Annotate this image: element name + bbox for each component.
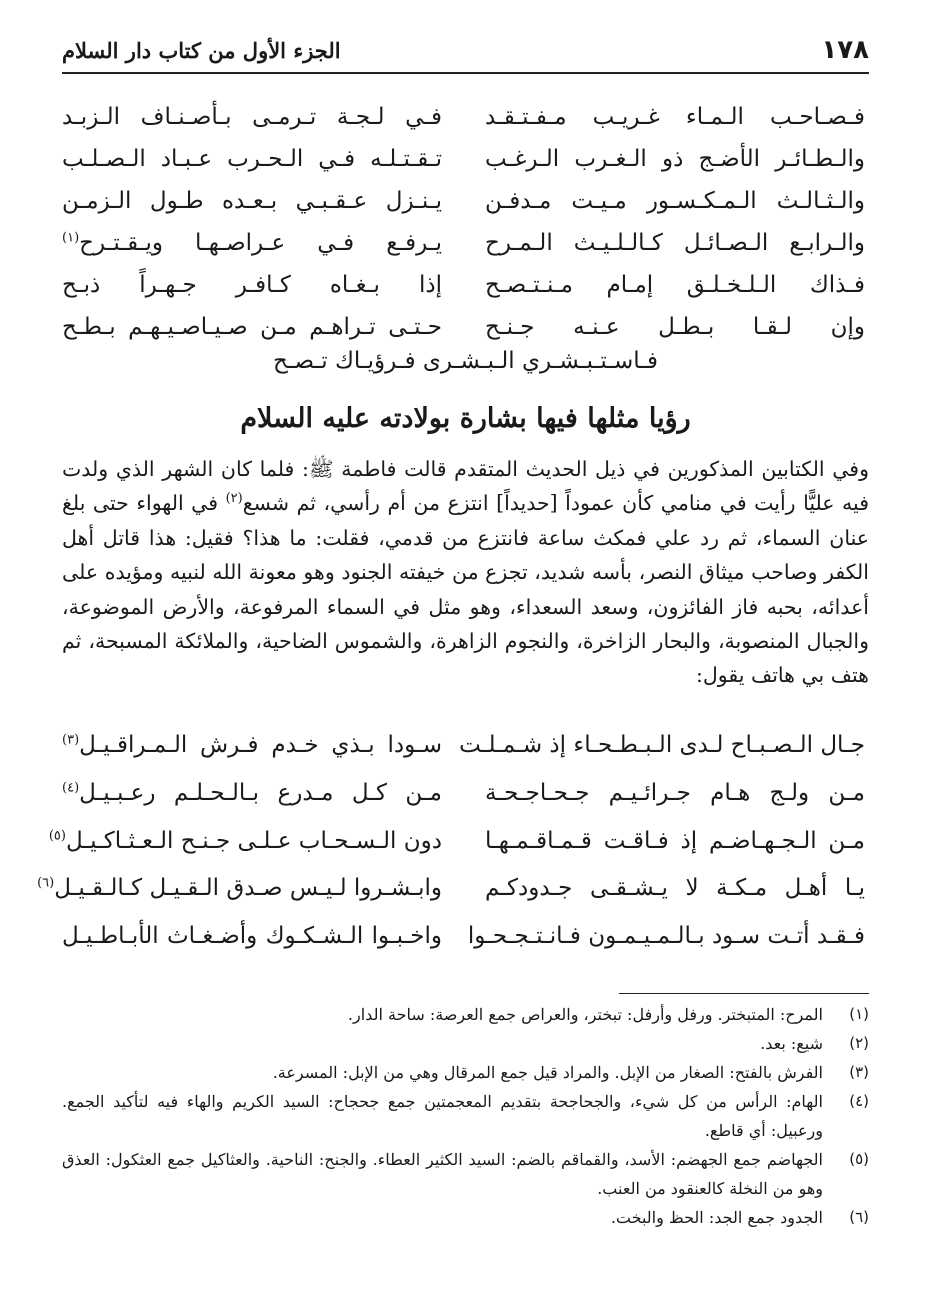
verse-row bbox=[37, 865, 869, 913]
footnote bbox=[62, 1145, 869, 1203]
footnote-text: شيع: بعد. bbox=[760, 1034, 823, 1053]
verse-second-hemistich: واخـبـوا الـشـكـوك وأضـغـاث الأبـاطـيـل bbox=[62, 923, 442, 950]
verse-first-hemistich: مـن ولـج هـام جـرائـيـم جـحـاجـحـة bbox=[485, 779, 865, 806]
footnote-ref: (٥) bbox=[48, 827, 66, 843]
verse-row bbox=[62, 913, 869, 961]
verse-row bbox=[62, 222, 869, 264]
poem-closing-line: فـاسـتـبـشـري الـبـشـرى فـرؤيـاك تـصـح bbox=[272, 348, 659, 374]
verse-first-hemistich: فـقـد أتـت سـود بـالـمـيـمـون فـانـتـجـحـوا bbox=[467, 923, 865, 950]
verse-row bbox=[62, 722, 869, 770]
verse-second-hemistich bbox=[37, 865, 442, 913]
verse-row bbox=[62, 138, 869, 180]
footnote-text: الجدود جمع الجد: الحظ والبخت. bbox=[610, 1208, 823, 1227]
footnote-divider bbox=[619, 993, 869, 994]
footnote-text: الجهاضم جمع الجهضم: الأسد، والقماقم بالضم: السيد الكثير العطاء. والجنح: الناحية. والعثاكيل جمع العثكول: العذق وهو من النخلة كالعنقود من العنب. bbox=[62, 1150, 824, 1198]
footnote-number: (٤) bbox=[849, 1092, 869, 1110]
paragraph-text: وفي الكتابين المذكورين في ذيل الحديث المتقدم قالت فاطمة ﷺ: فلما كان الشهر الذي ولدت فيه عليًّا رأيت في منامي كأن عموداً [حديداً] انتزع من أم رأسي، ثم شسع bbox=[62, 457, 870, 516]
footnote-ref: (٢) bbox=[225, 491, 243, 507]
footnote bbox=[62, 1203, 869, 1232]
body-paragraph bbox=[62, 452, 869, 693]
section-heading: رؤيا مثلها فيها بشارة بولادته عليه السلام bbox=[240, 403, 691, 434]
verse-first-hemistich: جـال الـصـبـاح لـدى الـبـطـحـاء إذ شـمـلـت bbox=[459, 732, 865, 758]
verse-first-hemistich: فـذاك الـلـخـلـق إمـام مـنـتـصـح bbox=[485, 272, 865, 298]
page-number: ١٧٨ bbox=[821, 35, 869, 65]
verse-text: سـودا بـذي خـدم فـرش الـمـراقـيـل bbox=[79, 732, 442, 758]
verse-second-hemistich bbox=[62, 770, 442, 818]
footnote-ref: (١) bbox=[62, 230, 80, 246]
footnote bbox=[62, 1000, 869, 1029]
verse-row bbox=[62, 306, 869, 348]
verse-row bbox=[62, 180, 869, 222]
footnote-text: الفرش بالفتح: الصغار من الإبل. والمراد قيل جمع المرقال وهي من الإبل: المسرعة. bbox=[272, 1063, 823, 1082]
verse-second-hemistich: يـنـزل عـقـبـي بـعـده طـول الـزمـن bbox=[62, 188, 442, 214]
verse-text: دون الـسـحـاب عـلـى جـنـح الـعـثـاكـيـل bbox=[65, 827, 442, 854]
verse-first-hemistich: والـطـائـر الأضـج ذو الـغـرب الـرغـب bbox=[485, 146, 865, 172]
verse-second-hemistich: إذا بـغـاه كـافـر جـهـراً ذبـح bbox=[62, 272, 442, 298]
verse-second-hemistich: فـي لـجـة تـرمـى بـأصـنـاف الـزبـد bbox=[62, 104, 442, 130]
footnote-text: الهام: الرأس من كل شيء، والجحاجحة بتقديم المعجمتين جمع جحجاح: السيد الكريم والهاء فيه لتأكيد الجمع. ورعبيل: أي قاطع. bbox=[62, 1092, 823, 1140]
verse-row bbox=[48, 818, 869, 866]
verse-second-hemistich bbox=[62, 722, 442, 770]
verse-first-hemistich: والـثـالـث الـمـكـسـور مـيـت مـدفـن bbox=[485, 188, 865, 214]
footnote-number: (٦) bbox=[849, 1208, 869, 1226]
page-header bbox=[62, 28, 869, 74]
footnote-ref: (٣) bbox=[62, 732, 80, 748]
poem-first bbox=[62, 96, 869, 348]
verse-first-hemistich: والـرابـع الـصـائـل كـالـلـيـث الـمـرح bbox=[485, 230, 865, 256]
verse-second-hemistich: حـتـى تـراهـم مـن صـيـاصـيـهـم بـطـح bbox=[62, 314, 442, 340]
verse-second-hemistich bbox=[62, 222, 442, 264]
paragraph-text: في الهواء حتى بلغ عنان السماء، ثم رد علي فمكث ساعة فانتزع من قدمي، فقلت: ما هذا؟ فقيل: هذا قاتل أهل الكفر وصاحب ميثاق النصر، بأسه شديد، تجزع من خيفته الجنود وهو معونة الله لنبيه ومؤيده على أعدائه، بحبه فاز الفائزون، وسعد السعداء، وهو مثل في السماء المرفوعة، والأرض الموضوعة، والجبال المنصوبة، والبحار الزاخرة، والنجوم الزاهرة، والشموس الضاحية، والملائكة المسبحة، ثم هتف بي هاتف يقول: bbox=[62, 491, 869, 688]
footnotes bbox=[62, 1000, 869, 1232]
footnote-number: (٥) bbox=[849, 1150, 869, 1168]
verse-first-hemistich: فـصـاحـب الـمـاء غـريـب مـفـتـقـد bbox=[485, 104, 865, 130]
verse-text: مـن كـل مـدرع بـالـحـلـم رعـبـيـل bbox=[79, 779, 442, 806]
verse-second-hemistich bbox=[48, 818, 442, 866]
verse-first-hemistich: وإن لـقـا بـطـل عـنـه جـنـح bbox=[485, 314, 865, 340]
verse-first-hemistich: يـا أهـل مـكـة لا يـشـقـى جـدودكـم bbox=[485, 875, 865, 902]
verse-second-hemistich: تـقـتـلـه فـي الـحـرب عـبـاد الـصـلـب bbox=[62, 146, 442, 172]
footnote-number: (٢) bbox=[849, 1034, 869, 1052]
verse-text: يـرفـع فـي عـراصـهـا ويـقـتـرح bbox=[79, 230, 442, 256]
poem-second bbox=[37, 722, 869, 961]
footnote bbox=[62, 1087, 869, 1145]
verse-first-hemistich: مـن الـجـهـاضـم إذ فـاقـت قـمـاقـمـهـا bbox=[485, 827, 865, 854]
footnote-text: المرح: المتبختر. ورفل وأرفل: تبختر، والعراص جمع العرصة: ساحة الدار. bbox=[347, 1005, 823, 1024]
footnote-number: (١) bbox=[849, 1005, 869, 1023]
verse-row bbox=[62, 770, 869, 818]
footnote bbox=[62, 1029, 869, 1058]
verse-row bbox=[62, 96, 869, 138]
running-title: الجزء الأول من كتاب دار السلام bbox=[62, 37, 341, 63]
verse-row bbox=[62, 264, 869, 306]
footnote-number: (٣) bbox=[849, 1063, 869, 1081]
footnote bbox=[62, 1058, 869, 1087]
verse-text: وابـشـروا لـيـس صـدق الـقـيـل كـالـقـيـل bbox=[54, 875, 442, 902]
footnote-ref: (٦) bbox=[37, 875, 55, 891]
footnote-ref: (٤) bbox=[62, 780, 80, 796]
